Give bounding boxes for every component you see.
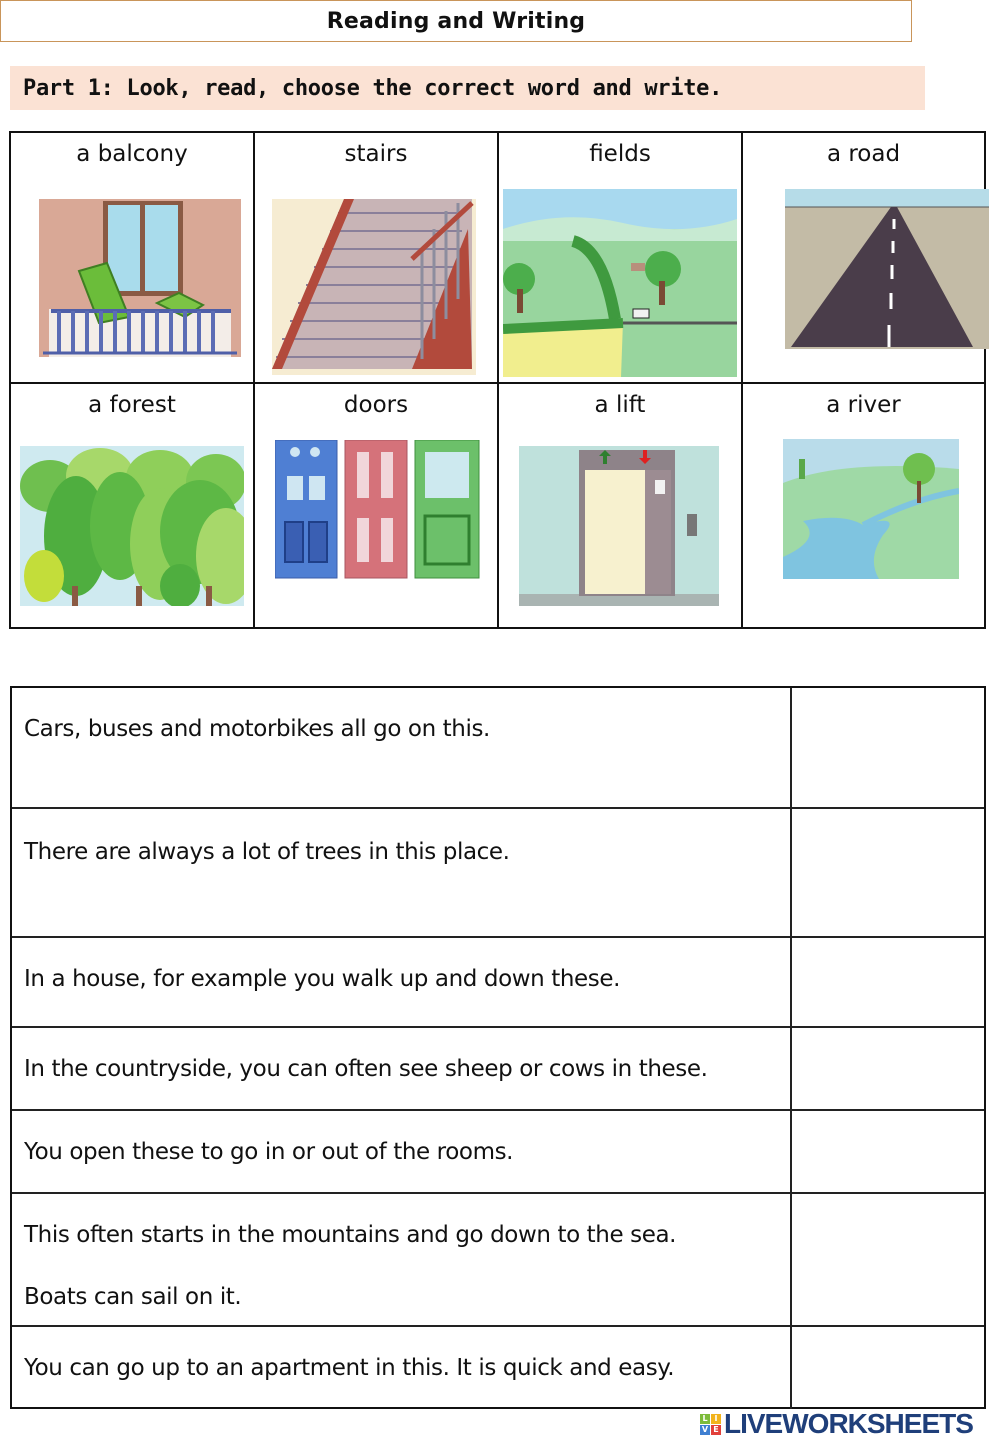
road-picture-icon: [785, 189, 989, 349]
question-text: In a house, for example you walk up and down these.: [24, 966, 621, 992]
vocab-label: a river: [826, 392, 901, 418]
stairs-picture-icon: [272, 199, 476, 375]
river-picture-icon: [783, 439, 959, 579]
balcony-picture-icon: [39, 199, 241, 357]
table-row: [12, 809, 984, 938]
question-text: In the countryside, you can often see sheep or cows in these.: [24, 1056, 708, 1082]
vocab-cell-stairs: [255, 133, 499, 384]
answer-cell[interactable]: [790, 1327, 984, 1409]
vocab-label: fields: [589, 141, 651, 167]
logo-letter: I: [711, 1414, 721, 1424]
vocab-label: a lift: [594, 392, 646, 418]
instruction-banner: [10, 66, 925, 110]
answer-cell[interactable]: [790, 1194, 984, 1325]
answer-input-5[interactable]: [792, 1111, 984, 1192]
vocab-label: a forest: [88, 392, 176, 418]
question-text-line-2: Boats can sail on it.: [24, 1284, 242, 1310]
question-text: This often starts in the mountains and go down to the sea.: [24, 1222, 677, 1248]
answer-input-4[interactable]: [792, 1028, 984, 1109]
question-text: You can go up to an apartment in this. It is quick and easy.: [24, 1355, 675, 1381]
lift-picture-icon: [519, 446, 719, 606]
answer-input-3[interactable]: [792, 938, 984, 1026]
vocab-cell-forest: [11, 384, 255, 627]
table-row: [12, 938, 984, 1028]
table-row: [12, 1111, 984, 1194]
question-text: There are always a lot of trees in this place.: [24, 839, 510, 865]
vocab-label: stairs: [344, 141, 408, 167]
answer-table: [10, 686, 986, 1409]
table-row: [12, 688, 984, 809]
logo-letter: L: [700, 1414, 710, 1424]
answer-cell[interactable]: [790, 1028, 984, 1109]
liveworksheets-logo: [700, 1408, 973, 1440]
answer-input-1[interactable]: [792, 688, 984, 807]
question-text: Cars, buses and motorbikes all go on this.: [24, 716, 490, 742]
vocabulary-grid: [9, 131, 986, 629]
answer-cell[interactable]: [790, 938, 984, 1026]
answer-input-2[interactable]: [792, 809, 984, 936]
vocab-label: doors: [343, 392, 409, 418]
vocab-cell-lift: [499, 384, 743, 627]
vocab-cell-doors: [255, 384, 499, 627]
logo-letter: V: [701, 1424, 709, 1434]
logo-letter: E: [711, 1425, 721, 1435]
logo-text: LIVEWORKSHEETS: [724, 1408, 973, 1439]
vocab-label: a road: [826, 141, 901, 167]
vocab-cell-fields: [499, 133, 743, 384]
logo-blocks-icon: [700, 1414, 721, 1435]
worksheet-title: [0, 0, 912, 42]
vocab-cell-river: [743, 384, 984, 627]
vocab-cell-road: [743, 133, 984, 384]
vocab-label: a balcony: [76, 141, 188, 167]
table-row: [12, 1194, 984, 1327]
table-row: [12, 1327, 984, 1409]
answer-cell[interactable]: [790, 1111, 984, 1192]
answer-input-7[interactable]: [792, 1327, 984, 1409]
answer-cell[interactable]: [790, 809, 984, 936]
instruction-text: Part 1: Look, read, choose the correct word and write.: [23, 75, 723, 101]
vocab-cell-balcony: [11, 133, 255, 384]
question-text: You open these to go in or out of the rooms.: [24, 1139, 514, 1165]
title-text: Reading and Writing: [326, 8, 586, 34]
answer-cell[interactable]: [790, 688, 984, 807]
answer-input-6[interactable]: [792, 1194, 984, 1325]
forest-picture-icon: [20, 446, 244, 606]
fields-picture-icon: [503, 189, 737, 377]
doors-picture-icon: [275, 440, 481, 580]
table-row: [12, 1028, 984, 1111]
